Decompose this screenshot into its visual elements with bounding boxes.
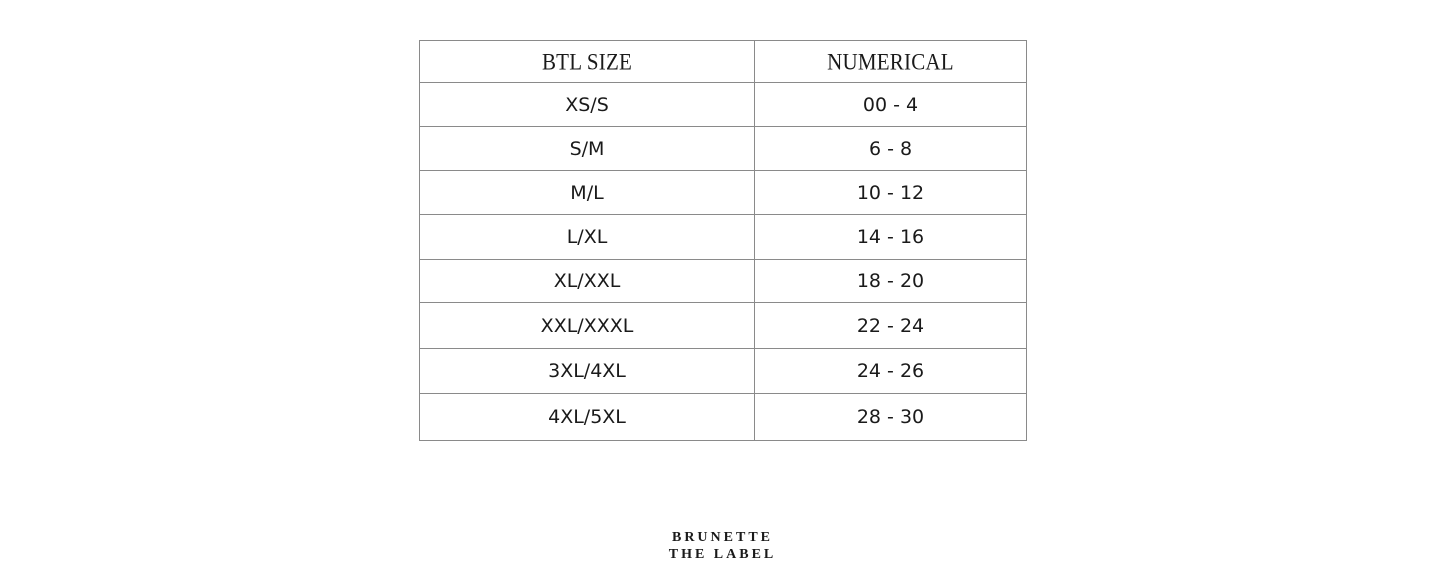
size-cell: XL/XXL	[420, 260, 755, 303]
numerical-cell: 22 - 24	[755, 303, 1027, 349]
table-header-row	[420, 41, 1027, 83]
brand-logo	[0, 529, 1445, 563]
table-row	[420, 349, 1027, 394]
table-row	[420, 260, 1027, 303]
table-row	[420, 303, 1027, 349]
size-cell: S/M	[420, 127, 755, 171]
brand-name-line2: THE LABEL	[668, 547, 777, 562]
size-cell: M/L	[420, 171, 755, 215]
size-cell: L/XL	[420, 215, 755, 260]
numerical-cell: 10 - 12	[755, 171, 1027, 215]
numerical-cell: 28 - 30	[755, 394, 1027, 441]
table-row	[420, 83, 1027, 127]
size-cell: XXL/XXXL	[420, 303, 755, 349]
header-numerical: NUMERICAL	[755, 39, 1027, 84]
numerical-cell: 6 - 8	[755, 127, 1027, 171]
size-cell: XS/S	[420, 83, 755, 127]
table-row	[420, 127, 1027, 171]
size-chart-table	[419, 40, 1027, 441]
brand-name-line1: BRUNETTE	[671, 530, 774, 545]
size-cell: 4XL/5XL	[420, 394, 755, 441]
numerical-cell: 14 - 16	[755, 215, 1027, 260]
table-row	[420, 171, 1027, 215]
numerical-cell: 24 - 26	[755, 349, 1027, 394]
numerical-cell: 18 - 20	[755, 260, 1027, 303]
numerical-cell: 00 - 4	[755, 83, 1027, 127]
size-cell: 3XL/4XL	[420, 349, 755, 394]
table-row	[420, 394, 1027, 441]
header-btl-size: BTL SIZE	[420, 39, 755, 84]
table-row	[420, 215, 1027, 260]
